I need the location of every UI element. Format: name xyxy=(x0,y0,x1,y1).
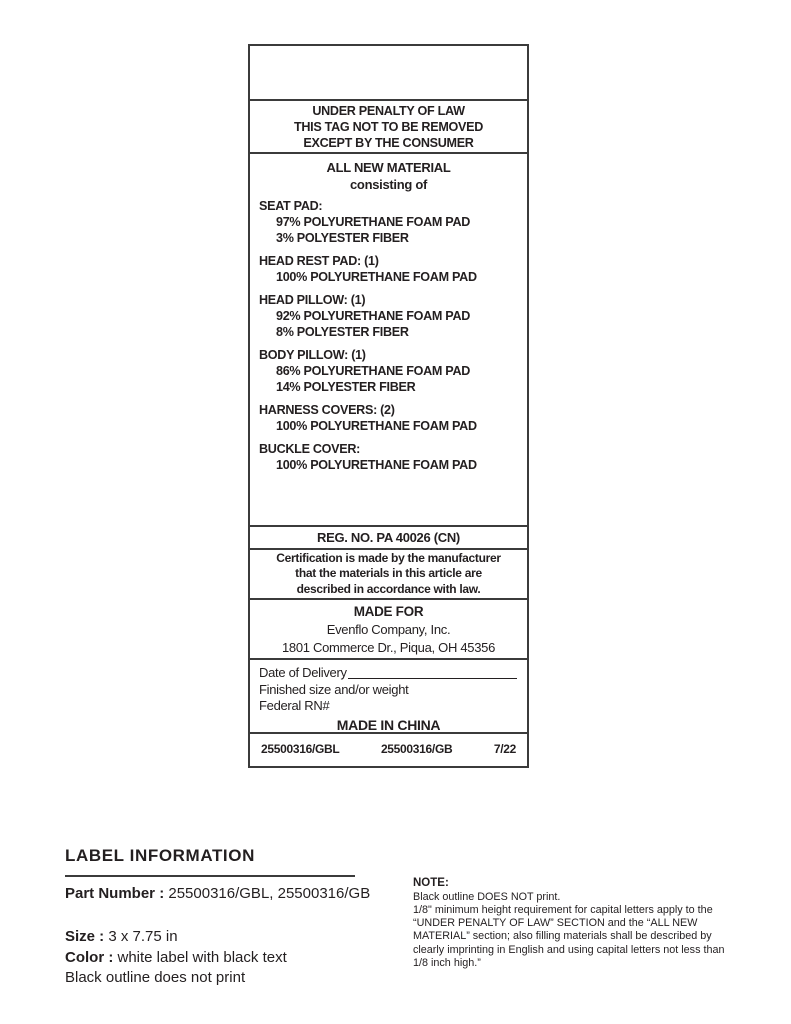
note-line: clearly imprinting in English and using capital letters not less than xyxy=(413,943,725,956)
title-underline-rule xyxy=(65,875,355,877)
part-number-line xyxy=(65,885,370,902)
material-content: 8% POLYESTER FIBER xyxy=(276,325,409,339)
made-for-title: MADE FOR xyxy=(353,603,424,619)
date-code: 7/22 xyxy=(493,742,516,756)
law-label xyxy=(248,44,529,768)
material-item-head-pillow xyxy=(259,292,518,340)
material-content: 100% POLYURETHANE FOAM PAD xyxy=(276,270,477,284)
material-name: HARNESS COVERS: (2) xyxy=(259,403,395,417)
note-title: NOTE: xyxy=(413,877,449,889)
size-value: 3 x 7.75 in xyxy=(108,928,178,945)
material-name: HEAD REST PAD: (1) xyxy=(259,254,379,268)
material-content: 100% POLYURETHANE FOAM PAD xyxy=(276,458,477,472)
materials-section xyxy=(250,154,527,527)
part-number-row xyxy=(250,734,527,764)
penalty-line: EXCEPT BY THE CONSUMER xyxy=(303,135,474,150)
material-content: 97% POLYURETHANE FOAM PAD xyxy=(276,215,471,229)
finished-size-label: Finished size and/or weight xyxy=(259,681,409,697)
reg-no-text: REG. NO. PA 40026 (CN) xyxy=(317,530,460,545)
certification-line: that the materials in this article are xyxy=(295,566,482,581)
size-label: Size : xyxy=(65,928,105,945)
color-line xyxy=(65,949,287,966)
part-number-center: 25500316/GB xyxy=(380,742,453,756)
note-block xyxy=(413,877,758,970)
material-name: SEAT PAD: xyxy=(259,199,323,213)
penalty-line: THIS TAG NOT TO BE REMOVED xyxy=(293,119,484,134)
material-name: BUCKLE COVER: xyxy=(259,442,361,456)
part-number-left: 25500316/GBL xyxy=(261,742,340,756)
note-line: MATERIAL” section; also filling materials shall be described by xyxy=(413,930,712,943)
label-information-title: LABEL INFORMATION xyxy=(65,846,255,865)
materials-header xyxy=(259,159,518,193)
material-name: HEAD PILLOW: (1) xyxy=(259,293,366,307)
note-line: “UNDER PENALTY OF LAW” SECTION and the “ALL NEW xyxy=(413,917,698,930)
penalty-section xyxy=(250,101,527,154)
part-number-label: Part Number : xyxy=(65,885,165,902)
made-for-section xyxy=(250,600,527,660)
outline-note-line: Black outline does not print xyxy=(65,969,246,986)
material-item-body-pillow xyxy=(259,347,518,395)
certification-line: Certification is made by the manufacturer xyxy=(276,550,501,565)
material-name: BODY PILLOW: (1) xyxy=(259,348,366,362)
date-of-delivery-blank-line xyxy=(348,678,517,679)
material-item-harness-covers xyxy=(259,402,518,434)
color-label: Color : xyxy=(65,949,114,966)
label-blank-box xyxy=(250,46,527,101)
date-of-delivery-row xyxy=(259,665,518,682)
date-of-delivery-label: Date of Delivery xyxy=(259,665,347,680)
material-content: 100% POLYURETHANE FOAM PAD xyxy=(276,419,477,433)
delivery-section xyxy=(250,660,527,734)
part-number-value: 25500316/GBL, 25500316/GB xyxy=(168,885,371,902)
color-value: white label with black text xyxy=(117,949,287,966)
material-content: 14% POLYESTER FIBER xyxy=(276,380,416,394)
note-line: 1/8" minimum height requirement for capital letters apply to the xyxy=(413,903,713,916)
penalty-line: UNDER PENALTY OF LAW xyxy=(312,103,465,118)
certification-section xyxy=(250,550,527,600)
material-item-buckle-cover xyxy=(259,441,518,473)
materials-header-line: consisting of xyxy=(350,177,427,192)
material-content: 3% POLYESTER FIBER xyxy=(276,231,409,245)
materials-header-line: ALL NEW MATERIAL xyxy=(326,160,451,175)
federal-rn-label: Federal RN# xyxy=(259,698,330,713)
reg-no-section xyxy=(250,527,527,550)
note-line: Black outline DOES NOT print. xyxy=(413,890,561,903)
size-line xyxy=(65,928,178,945)
material-item-seat-pad xyxy=(259,198,518,246)
material-content: 92% POLYURETHANE FOAM PAD xyxy=(276,309,471,323)
made-in-china-text: MADE IN CHINA xyxy=(336,716,441,733)
note-line: 1/8 inch high.” xyxy=(413,956,481,969)
material-item-head-rest-pad xyxy=(259,253,518,285)
made-for-company: Evenflo Company, Inc. xyxy=(326,621,451,637)
certification-line: described in accordance with law. xyxy=(296,581,481,596)
material-content: 86% POLYURETHANE FOAM PAD xyxy=(276,364,471,378)
made-for-address: 1801 Commerce Dr., Piqua, OH 45356 xyxy=(281,639,496,655)
